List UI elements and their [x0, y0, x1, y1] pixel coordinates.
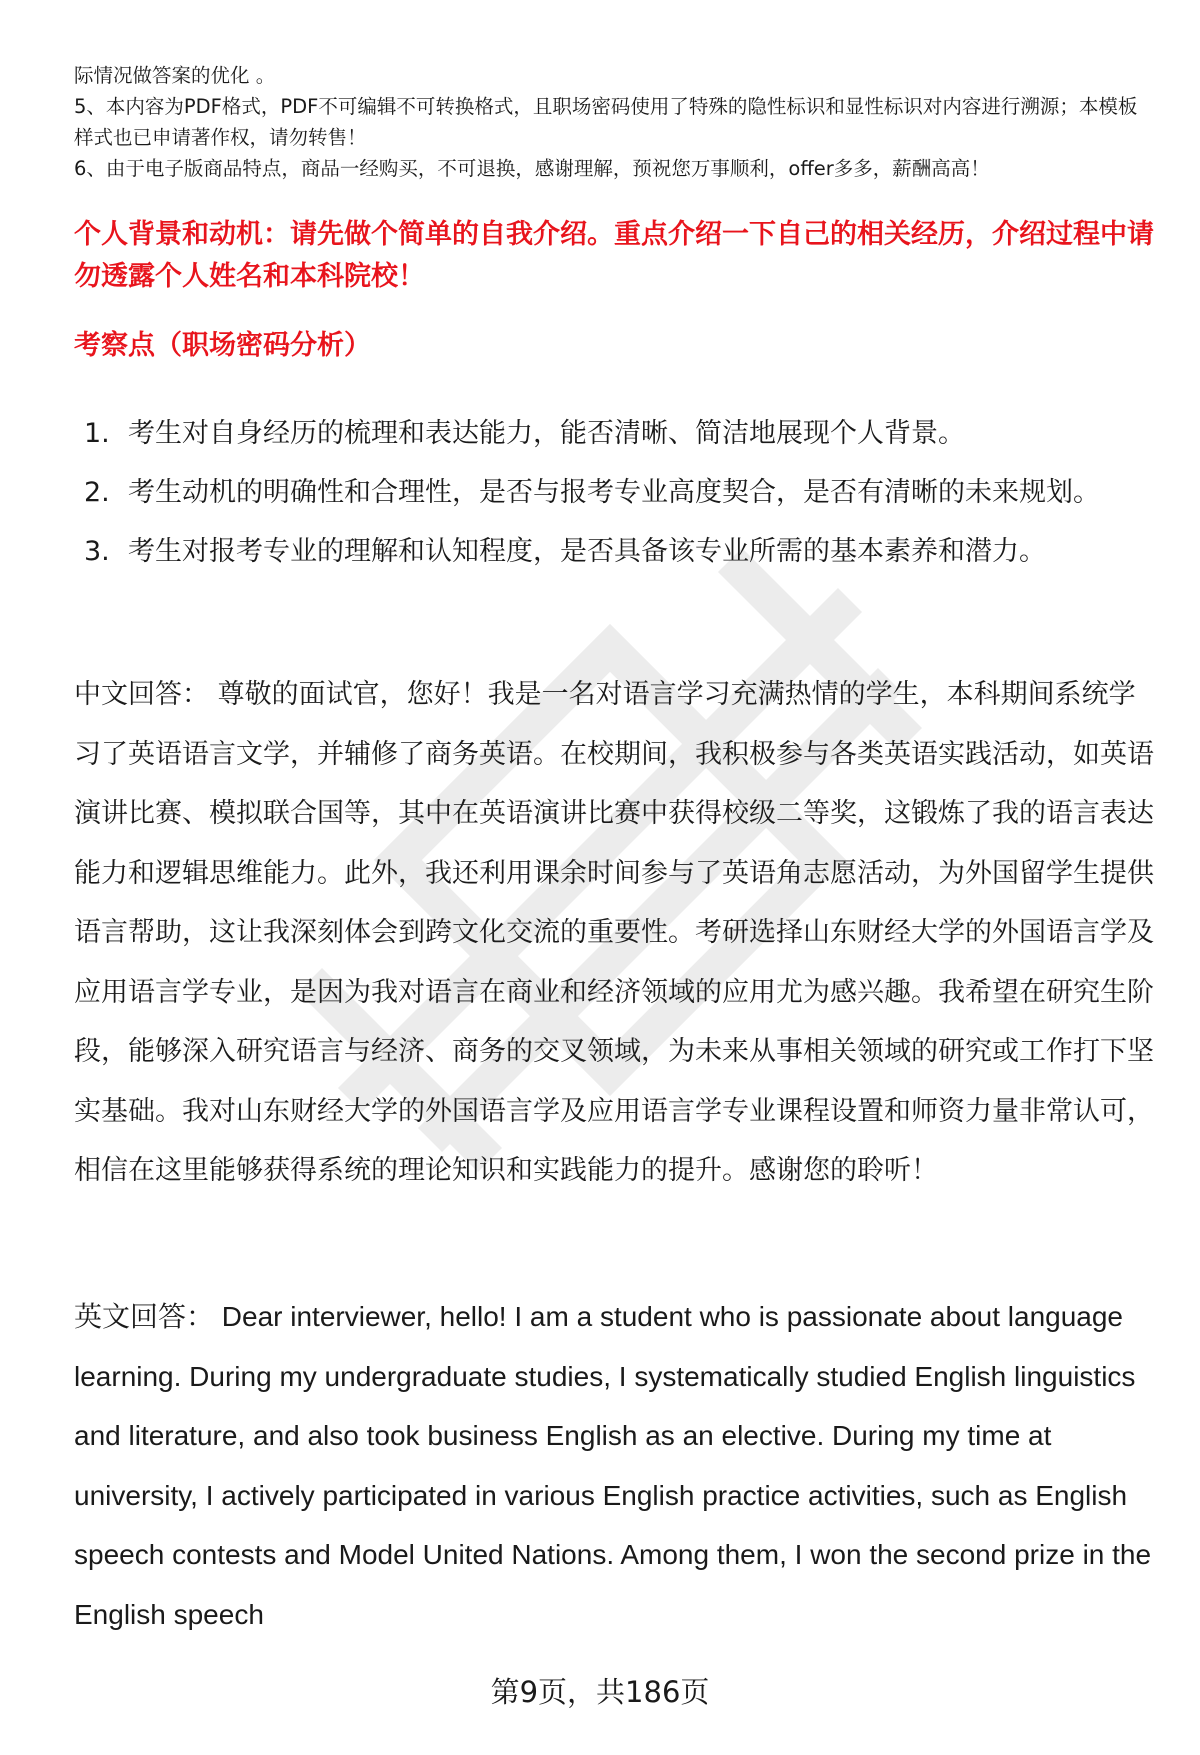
question-title: 个人背景和动机：请先做个简单的自我介绍。重点介绍一下自己的相关经历，介绍过程中请勿透露个人姓名和本科院校！ [74, 219, 1154, 292]
page-number: 第9页，共186页 [490, 1675, 710, 1709]
note-line: 5、本内容为PDF格式，PDF不可编辑不可转换格式，且职场密码使用了特殊的隐性标识和显性标识对内容进行溯源；本模板样式也已申请著作权，请勿转售！ [74, 95, 1138, 149]
list-item [84, 404, 1144, 463]
list-number: 1. [84, 418, 110, 449]
points-list [84, 404, 1144, 581]
notes-section [74, 60, 1154, 184]
english-answer: 英文回答： Dear interviewer, hello! I am a student who is passionate about language learning. During my undergraduate studies, I systematically studied English linguistics and literature, and also took business English as an elective. During my time at university, I actively participated in various English practice activities, such as English speech contests and Model United Nations. Among them, I won the second prize in the English speech [74, 1301, 1152, 1630]
list-item [84, 522, 1144, 581]
list-text: 考生对自身经历的梳理和表达能力，能否清晰、简洁地展现个人背景。 [128, 418, 965, 449]
list-text: 考生动机的明确性和合理性，是否与报考专业高度契合，是否有清晰的未来规划。 [128, 477, 1100, 508]
list-number: 2. [84, 477, 110, 508]
list-text: 考生对报考专业的理解和认知程度，是否具备该专业所需的基本素养和潜力。 [128, 536, 1046, 567]
note-line: 6、由于电子版商品特点，商品一经购买，不可退换，感谢理解，预祝您万事顺利，offer多多，薪酬高高！ [74, 157, 990, 180]
list-item [84, 463, 1144, 522]
chinese-answer: 中文回答： 尊敬的面试官，您好！我是一名对语言学习充满热情的学生，本科期间系统学习了英语语言文学，并辅修了商务英语。在校期间，我积极参与各类英语实践活动，如英语演讲比赛、模拟联合国等，其中在英语演讲比赛中获得校级二等奖，这锻炼了我的语言表达能力和逻辑思维能力。此外，我还利用课余时间参与了英语角志愿活动，为外国留学生提供语言帮助，这让我深刻体会到跨文化交流的重要性。考研选择山东财经大学的外国语言学及应用语言学专业，是因为我对语言在商业和经济领域的应用尤为感兴趣。我希望在研究生阶段，能够深入研究语言与经济、商务的交叉领域，为未来从事相关领域的研究或工作打下坚实基础。我对山东财经大学的外国语言学及应用语言学专业课程设置和师资力量非常认可，相信在这里能够获得系统的理论知识和实践能力的提升。感谢您的聆听！ [74, 679, 1154, 1186]
list-number: 3. [84, 536, 110, 567]
analysis-title: 考察点（职场密码分析） [74, 330, 371, 361]
note-line: 际情况做答案的优化 。 [74, 64, 276, 87]
